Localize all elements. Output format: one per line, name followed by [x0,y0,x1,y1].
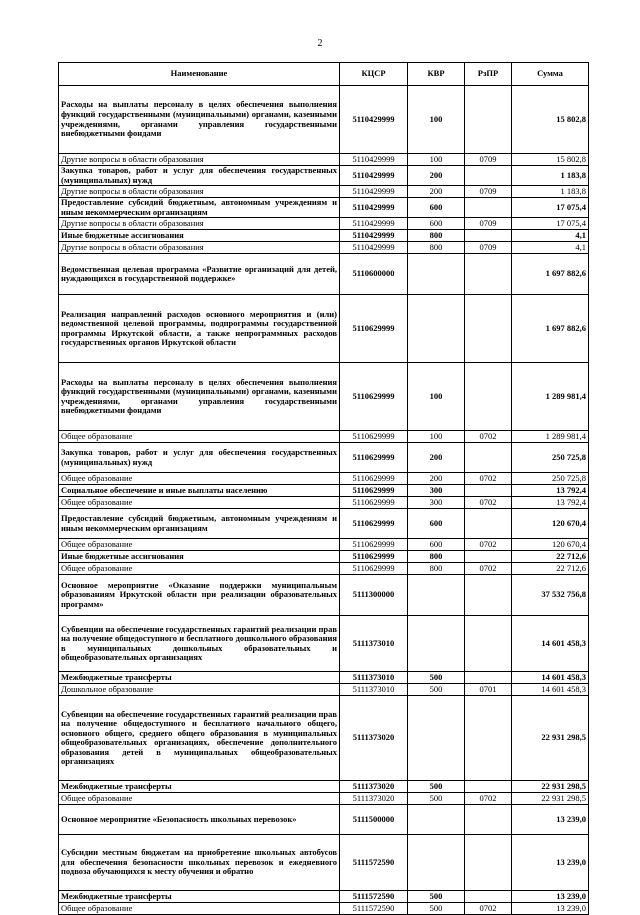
row-kvr [408,696,465,781]
row-kvr [408,295,465,363]
row-rppr [465,672,512,684]
row-rppr [465,443,512,473]
row-name: Субвенции на обеспечение государственных гарантий реализации прав на получение общедоступного и бесплатного дошкольного образования в муниципальных дошкольных образовательных и общеобразовательных организациях [59,616,340,672]
row-kcsr: 5111572590 [340,903,408,915]
row-name: Общее образование [59,431,340,443]
row-rppr [465,696,512,781]
row-kcsr: 5110629999 [340,485,408,497]
row-kcsr: 5110629999 [340,497,408,509]
table-row [59,198,589,218]
row-kvr: 200 [408,166,465,186]
row-sum: 4,1 [512,242,589,254]
table-row [59,539,589,551]
row-name: Межбюджетные трансферты [59,891,340,903]
row-name: Общее образование [59,793,340,805]
row-rppr: 0702 [465,431,512,443]
row-name: Социальное обеспечение и иные выплаты населению [59,485,340,497]
row-kvr [408,254,465,295]
row-rppr [465,295,512,363]
row-kcsr: 5110629999 [340,473,408,485]
row-rppr: 0702 [465,539,512,551]
row-kvr: 500 [408,891,465,903]
table-row [59,230,589,242]
row-rppr [465,781,512,793]
row-kvr: 500 [408,684,465,696]
row-rppr [465,551,512,563]
row-name: Закупка товаров, работ и услуг для обеспечения государственных (муниципальных) нужд [59,166,340,186]
row-kcsr: 5110629999 [340,431,408,443]
table-row [59,166,589,186]
row-kvr: 600 [408,218,465,230]
row-kvr: 200 [408,473,465,485]
row-kcsr: 5111373020 [340,696,408,781]
row-rppr [465,166,512,186]
row-name: Ведомственная целевая программа «Развитие организаций для детей, нуждающихся в государственной поддержке» [59,254,340,295]
row-name: Межбюджетные трансферты [59,781,340,793]
row-kcsr: 5110429999 [340,218,408,230]
row-kvr: 800 [408,563,465,575]
row-kvr: 300 [408,485,465,497]
row-name: Основное мероприятие «Оказание поддержки муниципальным образованиям Иркутской области при реализации образовательных программ» [59,575,340,616]
row-rppr [465,86,512,154]
row-name: Общее образование [59,539,340,551]
table-row [59,218,589,230]
row-kcsr: 5111572590 [340,835,408,891]
table-row [59,563,589,575]
row-kcsr: 5110429999 [340,86,408,154]
row-rppr [465,616,512,672]
row-sum: 14 601 458,3 [512,684,589,696]
row-sum: 22 931 298,5 [512,793,589,805]
row-kcsr: 5110629999 [340,563,408,575]
row-name: Общее образование [59,903,340,915]
row-kcsr: 5110629999 [340,551,408,563]
row-sum: 1 289 981,4 [512,363,589,431]
row-kcsr: 5111373020 [340,781,408,793]
row-sum: 120 670,4 [512,509,589,539]
row-name: Иные бюджетные ассигнования [59,551,340,563]
row-name: Реализация направлений расходов основного мероприятия и (или) ведомственной целевой программы, подпрограммы государственной программы Иркутской области, а также непрограммных расходов государственных органов Иркутской области [59,295,340,363]
header-kvr: КВР [408,63,465,86]
row-kvr: 200 [408,443,465,473]
row-kvr: 500 [408,672,465,684]
row-rppr [465,835,512,891]
row-kcsr: 5111500000 [340,805,408,835]
row-kcsr: 5111373010 [340,616,408,672]
row-kcsr: 5110629999 [340,443,408,473]
row-kcsr: 5110429999 [340,154,408,166]
row-rppr [465,485,512,497]
row-kcsr: 5110629999 [340,363,408,431]
row-rppr: 0702 [465,473,512,485]
row-kvr: 500 [408,903,465,915]
row-kvr: 500 [408,781,465,793]
row-sum: 37 532 756,8 [512,575,589,616]
row-rppr: 0702 [465,903,512,915]
row-sum: 15 802,8 [512,86,589,154]
table-row [59,497,589,509]
row-sum: 13 792,4 [512,485,589,497]
row-kcsr: 5110429999 [340,230,408,242]
row-rppr: 0709 [465,218,512,230]
row-name: Субсидии местным бюджетам на приобретение школьных автобусов для обеспечения безопасности школьных перевозок и ежедневного подвоза обучающихся к месту обучения и обратно [59,835,340,891]
row-kvr: 600 [408,198,465,218]
table-row [59,781,589,793]
header-name: Наименование [59,63,340,86]
row-kcsr: 5110429999 [340,198,408,218]
table-row [59,86,589,154]
row-name: Предоставление субсидий бюджетным, автономным учреждениям и иным некоммерческим организациям [59,198,340,218]
row-rppr: 0702 [465,793,512,805]
table-row [59,254,589,295]
row-sum: 13 792,4 [512,497,589,509]
row-sum: 13 239,0 [512,903,589,915]
row-kcsr: 5110600000 [340,254,408,295]
table-row [59,473,589,485]
row-kvr: 800 [408,551,465,563]
header-kcsr: КЦСР [340,63,408,86]
row-name: Закупка товаров, работ и услуг для обеспечения государственных (муниципальных) нужд [59,443,340,473]
row-kvr: 500 [408,793,465,805]
table-row [59,672,589,684]
row-name: Другие вопросы в области образования [59,186,340,198]
row-kvr: 100 [408,363,465,431]
row-sum: 250 725,8 [512,473,589,485]
row-kvr: 800 [408,230,465,242]
row-name: Общее образование [59,473,340,485]
table-row [59,696,589,781]
row-kcsr: 5111572590 [340,891,408,903]
row-kvr [408,616,465,672]
table-header-row [59,63,589,86]
row-name: Другие вопросы в области образования [59,242,340,254]
table-row [59,575,589,616]
row-kvr: 600 [408,509,465,539]
row-kvr: 300 [408,497,465,509]
table-row [59,903,589,915]
row-sum: 1 289 981,4 [512,431,589,443]
table-row [59,242,589,254]
row-kvr [408,805,465,835]
table-row [59,485,589,497]
row-kcsr: 5111373010 [340,672,408,684]
row-name: Общее образование [59,563,340,575]
table-row [59,793,589,805]
row-sum: 17 075,4 [512,198,589,218]
row-rppr: 0702 [465,497,512,509]
row-rppr [465,254,512,295]
row-name: Дошкольное образование [59,684,340,696]
header-rppr: РзПР [465,63,512,86]
table-row [59,891,589,903]
row-sum: 1 697 882,6 [512,295,589,363]
row-name: Иные бюджетные ассигнования [59,230,340,242]
row-name: Основное мероприятие «Безопасность школьных перевозок» [59,805,340,835]
table-row [59,805,589,835]
row-sum: 1 697 882,6 [512,254,589,295]
row-kcsr: 5110429999 [340,186,408,198]
row-kcsr: 5110629999 [340,509,408,539]
row-name: Расходы на выплаты персоналу в целях обеспечения выполнения функций государственными (муниципальными) органами, казенными учреждениями, органами управления государственными внебюджетными фондами [59,363,340,431]
row-sum: 14 601 458,3 [512,672,589,684]
row-rppr: 0701 [465,684,512,696]
table-row [59,616,589,672]
row-rppr [465,891,512,903]
header-sum: Сумма [512,63,589,86]
row-sum: 120 670,4 [512,539,589,551]
row-rppr [465,509,512,539]
row-kvr [408,575,465,616]
table-row [59,509,589,539]
row-rppr: 0709 [465,154,512,166]
page-number: 2 [317,38,323,49]
row-kvr: 100 [408,431,465,443]
row-sum: 14 601 458,3 [512,616,589,672]
row-kcsr: 5110629999 [340,539,408,551]
row-rppr: 0702 [465,563,512,575]
table-row [59,551,589,563]
row-sum: 22 712,6 [512,551,589,563]
row-kvr [408,835,465,891]
row-sum: 13 239,0 [512,805,589,835]
row-kvr: 100 [408,154,465,166]
row-kcsr: 5110429999 [340,242,408,254]
row-kvr: 100 [408,86,465,154]
row-name: Предоставление субсидий бюджетным, автономным учреждениям и иным некоммерческим организациям [59,509,340,539]
row-sum: 250 725,8 [512,443,589,473]
row-kcsr: 5110629999 [340,295,408,363]
row-kvr: 200 [408,186,465,198]
table-row [59,154,589,166]
row-rppr [465,198,512,218]
table-row [59,684,589,696]
table-row [59,431,589,443]
row-sum: 13 239,0 [512,891,589,903]
row-rppr: 0709 [465,242,512,254]
table-row [59,363,589,431]
table-row [59,835,589,891]
row-kcsr: 5110429999 [340,166,408,186]
row-sum: 1 183,8 [512,166,589,186]
row-name: Другие вопросы в области образования [59,218,340,230]
row-kvr: 800 [408,242,465,254]
row-rppr [465,805,512,835]
table-row [59,186,589,198]
row-rppr [465,575,512,616]
table-row [59,295,589,363]
row-sum: 22 712,6 [512,563,589,575]
row-name: Расходы на выплаты персоналу в целях обеспечения выполнения функций государственными (муниципальными) органами, казенными учреждениями, органами управления государственными внебюджетными фондами [59,86,340,154]
row-kcsr: 5111300000 [340,575,408,616]
row-kcsr: 5111373010 [340,684,408,696]
row-name: Межбюджетные трансферты [59,672,340,684]
row-name: Другие вопросы в области образования [59,154,340,166]
row-rppr: 0709 [465,186,512,198]
row-name: Субвенции на обеспечение государственных гарантий реализации прав на получение общедоступного и бесплатного начального общего, основного общего, среднего общего образования в муниципальных общеобразовательных организациях, обеспечение дополнительного образования детей в муниципальных общеобразовательных организациях [59,696,340,781]
row-rppr [465,230,512,242]
row-rppr [465,363,512,431]
row-sum: 17 075,4 [512,218,589,230]
row-sum: 22 931 298,5 [512,781,589,793]
row-sum: 1 183,8 [512,186,589,198]
budget-table [58,62,589,915]
row-name: Общее образование [59,497,340,509]
row-sum: 22 931 298,5 [512,696,589,781]
row-sum: 13 239,0 [512,835,589,891]
row-kcsr: 5111373020 [340,793,408,805]
table-row [59,443,589,473]
row-kvr: 600 [408,539,465,551]
row-sum: 4,1 [512,230,589,242]
row-sum: 15 802,8 [512,154,589,166]
